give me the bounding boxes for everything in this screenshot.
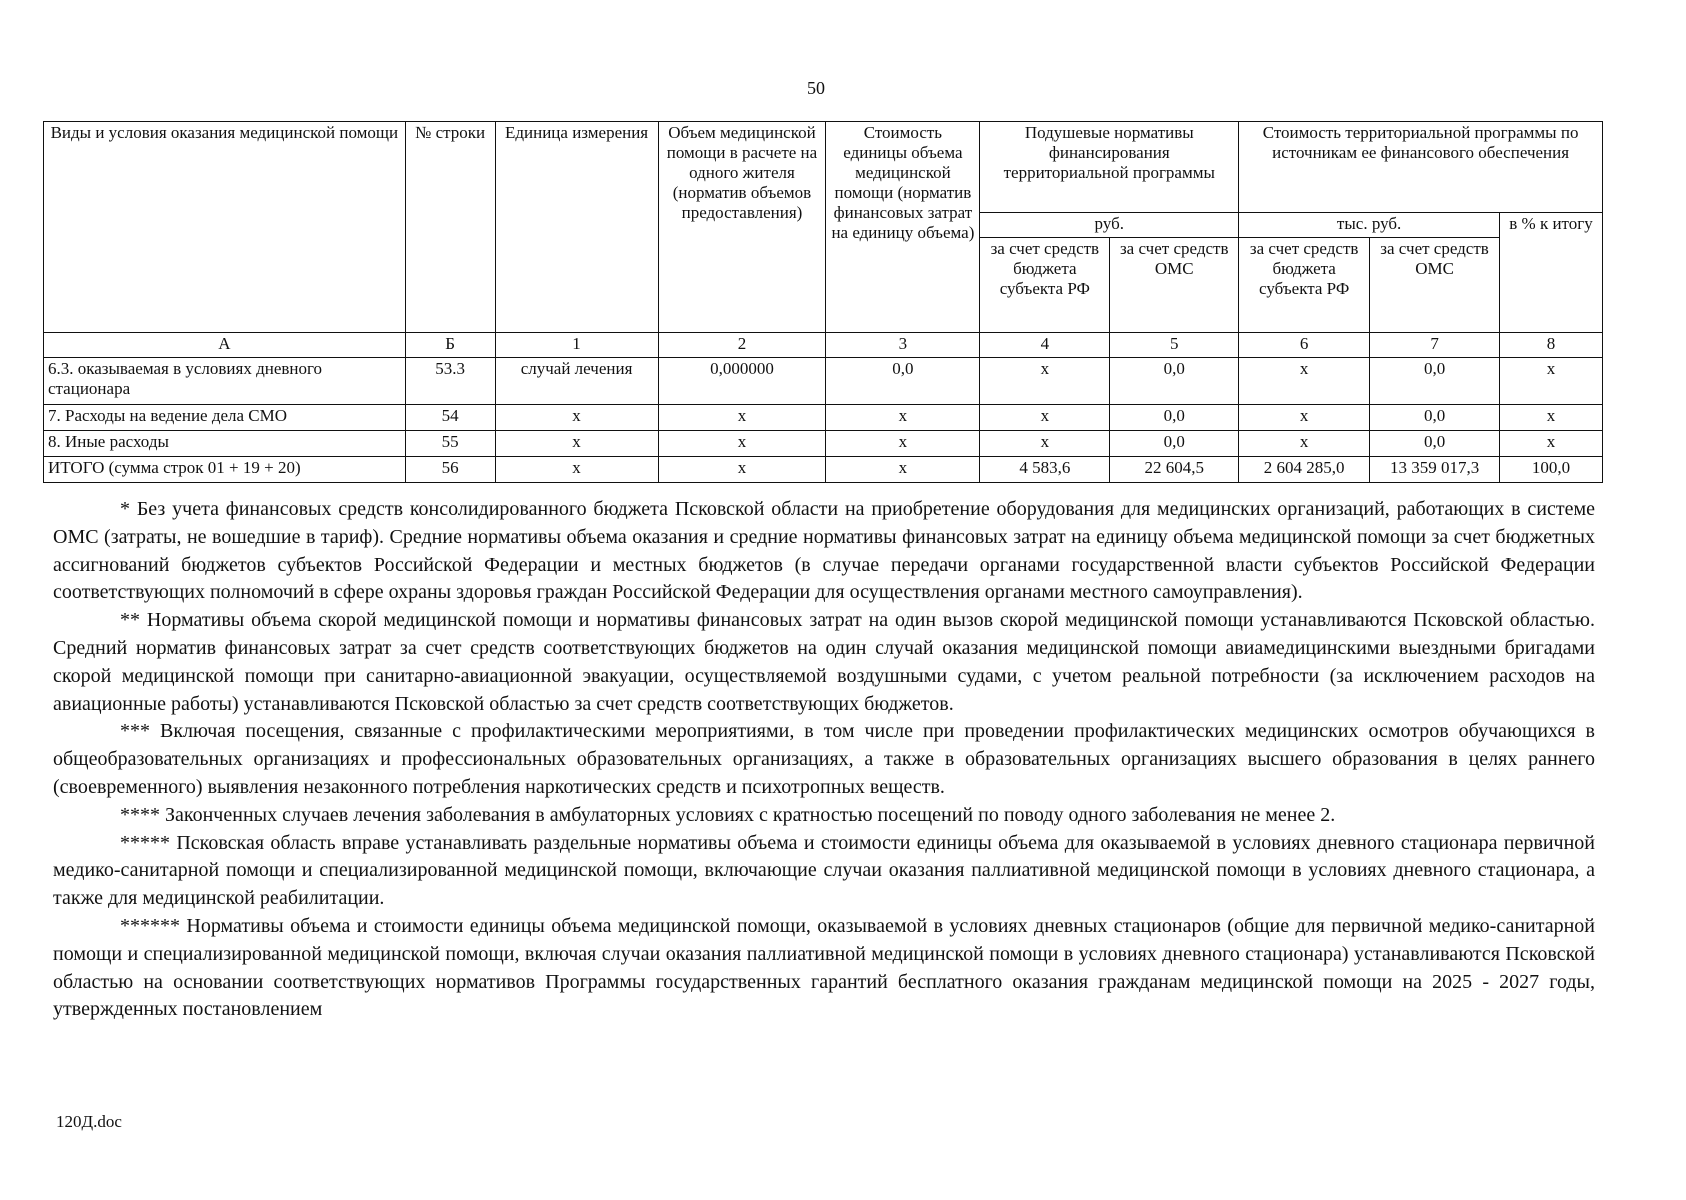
row-cost: х bbox=[826, 457, 980, 483]
header-thous-rub: тыс. руб. bbox=[1239, 213, 1500, 238]
footnote-3: *** Включая посещения, связанные с профилактическими мероприятиями, в том числе при проведении профилактических медицинских осмотров обучающихся в общеобразовательных организациях и профессиональных образовательных организациях, а также в образовательных организациях высшего образования в целях раннего (своевременного) выявления незаконного потребления наркотических средств и психотропных веществ. bbox=[53, 720, 1595, 798]
footnote-5: ***** Псковская область вправе устанавливать раздельные нормативы объема и стоимости единицы объема для оказываемой в условиях дневного стационара первичной медико-санитарной помощи и специализированной медицинской помощи, включающие случаи оказания паллиативной медицинской помощи в условиях дневного стационара, а также для медицинской реабилитации. bbox=[53, 831, 1595, 910]
row-oms-thous: 13 359 017,3 bbox=[1370, 457, 1500, 483]
footnote-2: ** Нормативы объема скорой медицинской помощи и нормативы финансовых затрат на один вызов скорой медицинской помощи устанавливаются Псковской областью. Средний норматив финансовых затрат за счет средств соответствующих бюджетов на один случай оказания медицинской помощи авиамедицинскими выездными бригадами скорой медицинской помощи при санитарно-авиационной эвакуации, осуществляемой воздушными судами, с учетом реальной потребности (за исключением расходов на авиационные работы) устанавливаются Псковской областью за счет средств соответствующих бюджетов. bbox=[53, 609, 1595, 715]
row-budget-rub: 4 583,6 bbox=[980, 457, 1110, 483]
header-oms-thous: за счет средств ОМС bbox=[1370, 238, 1500, 333]
header-pct-total: в % к итогу bbox=[1500, 213, 1603, 333]
row-cost: х bbox=[826, 405, 980, 431]
header-budget-thous: за счет средств бюджета субъекта РФ bbox=[1239, 238, 1370, 333]
row-label: ИТОГО (сумма строк 01 + 19 + 20) bbox=[44, 457, 406, 483]
header-row-no: № строки bbox=[405, 122, 495, 333]
financing-table bbox=[43, 121, 1603, 483]
row-number: 56 bbox=[405, 457, 495, 483]
row-label: 6.3. оказываемая в условиях дневного стационара bbox=[44, 358, 406, 405]
column-letter: 6 bbox=[1239, 333, 1370, 358]
row-budget-thous: х bbox=[1239, 431, 1370, 457]
column-letter: Б bbox=[405, 333, 495, 358]
row-pct: х bbox=[1500, 405, 1603, 431]
row-unit: х bbox=[495, 431, 658, 457]
row-label: 7. Расходы на ведение дела СМО bbox=[44, 405, 406, 431]
column-letter: 7 bbox=[1370, 333, 1500, 358]
row-oms-rub: 0,0 bbox=[1110, 431, 1239, 457]
row-number: 54 bbox=[405, 405, 495, 431]
header-budget-rub: за счет средств бюджета субъекта РФ bbox=[980, 238, 1110, 333]
table-row bbox=[44, 358, 1603, 405]
row-cost: 0,0 bbox=[826, 358, 980, 405]
row-number: 55 bbox=[405, 431, 495, 457]
row-label: 8. Иные расходы bbox=[44, 431, 406, 457]
row-cost: х bbox=[826, 431, 980, 457]
column-letters-row bbox=[44, 333, 1603, 358]
row-number: 53.3 bbox=[405, 358, 495, 405]
row-budget-rub: х bbox=[980, 358, 1110, 405]
column-letter: 8 bbox=[1500, 333, 1603, 358]
row-budget-rub: х bbox=[980, 405, 1110, 431]
page-number: 50 bbox=[807, 78, 825, 98]
row-oms-rub: 0,0 bbox=[1110, 358, 1239, 405]
row-unit: случай лечения bbox=[495, 358, 658, 405]
row-volume: 0,000000 bbox=[658, 358, 826, 405]
footnote-1: * Без учета финансовых средств консолидированного бюджета Псковской области на приобретение оборудования для медицинских организаций, работающих в системе ОМС (затраты, не вошедшие в тариф). Средние нормативы объема оказания и средние нормативы финансовых затрат на единицу объема медицинской помощи за счет бюджетных ассигнований бюджетов субъектов Российской Федерации и местных бюджетов (в случае передачи органами государственной власти субъектов Российской Федерации соответствующих полномочий в сфере охраны здоровья граждан Российской Федерации для осуществления органами местного самоуправления). bbox=[53, 498, 1595, 604]
row-volume: х bbox=[658, 457, 826, 483]
header-unit: Единица измерения bbox=[495, 122, 658, 333]
row-oms-thous: 0,0 bbox=[1370, 405, 1500, 431]
table-row bbox=[44, 405, 1603, 431]
row-volume: х bbox=[658, 405, 826, 431]
row-budget-rub: х bbox=[980, 431, 1110, 457]
column-letter: 1 bbox=[495, 333, 658, 358]
row-budget-thous: х bbox=[1239, 405, 1370, 431]
row-volume: х bbox=[658, 431, 826, 457]
row-budget-thous: х bbox=[1239, 358, 1370, 405]
column-letter: 5 bbox=[1110, 333, 1239, 358]
row-oms-thous: 0,0 bbox=[1370, 358, 1500, 405]
header-oms-rub: за счет средств ОМС bbox=[1110, 238, 1239, 333]
footnote-6: ****** Нормативы объема и стоимости единицы объема медицинской помощи, оказываемой в условиях дневных стационаров (общие для первичной медико-санитарной помощи и специализированной медицинской помощи, включая случаи оказания паллиативной медицинской помощи в условиях дневного стационара) устанавливаются Псковской областью на основании соответствующих нормативов Программы государственных гарантий бесплатного оказания гражданам медицинской помощи на 2025 - 2027 годы, утвержденных постановлением bbox=[53, 914, 1595, 1021]
footnotes bbox=[53, 496, 1595, 1024]
column-letter: 3 bbox=[826, 333, 980, 358]
column-letter: 4 bbox=[980, 333, 1110, 358]
row-oms-rub: 0,0 bbox=[1110, 405, 1239, 431]
column-letter: 2 bbox=[658, 333, 826, 358]
header-program-cost: Стоимость территориальной программы по источникам ее финансового обеспечения bbox=[1239, 122, 1603, 213]
header-per-capita: Подушевые нормативы финансирования территориальной программы bbox=[980, 122, 1239, 213]
footnote-4: **** Законченных случаев лечения заболевания в амбулаторных условиях с кратностью посещений по поводу одного заболевания не менее 2. bbox=[120, 803, 1336, 826]
row-pct: х bbox=[1500, 358, 1603, 405]
header-types: Виды и условия оказания медицинской помощи bbox=[44, 122, 406, 333]
footer-filename: 120Д.doc bbox=[56, 1112, 122, 1131]
table-row-total bbox=[44, 457, 1603, 483]
row-unit: х bbox=[495, 457, 658, 483]
header-rub: руб. bbox=[980, 213, 1239, 238]
column-letter: А bbox=[44, 333, 406, 358]
header-cost: Стоимость единицы объема медицинской помощи (норматив финансовых затрат на единицу объема) bbox=[826, 122, 980, 333]
row-oms-rub: 22 604,5 bbox=[1110, 457, 1239, 483]
row-pct: х bbox=[1500, 431, 1603, 457]
table-row bbox=[44, 431, 1603, 457]
row-oms-thous: 0,0 bbox=[1370, 431, 1500, 457]
header-volume: Объем медицинской помощи в расчете на одного жителя (норматив объемов предоставления) bbox=[658, 122, 826, 333]
row-unit: х bbox=[495, 405, 658, 431]
row-budget-thous: 2 604 285,0 bbox=[1239, 457, 1370, 483]
row-pct: 100,0 bbox=[1500, 457, 1603, 483]
